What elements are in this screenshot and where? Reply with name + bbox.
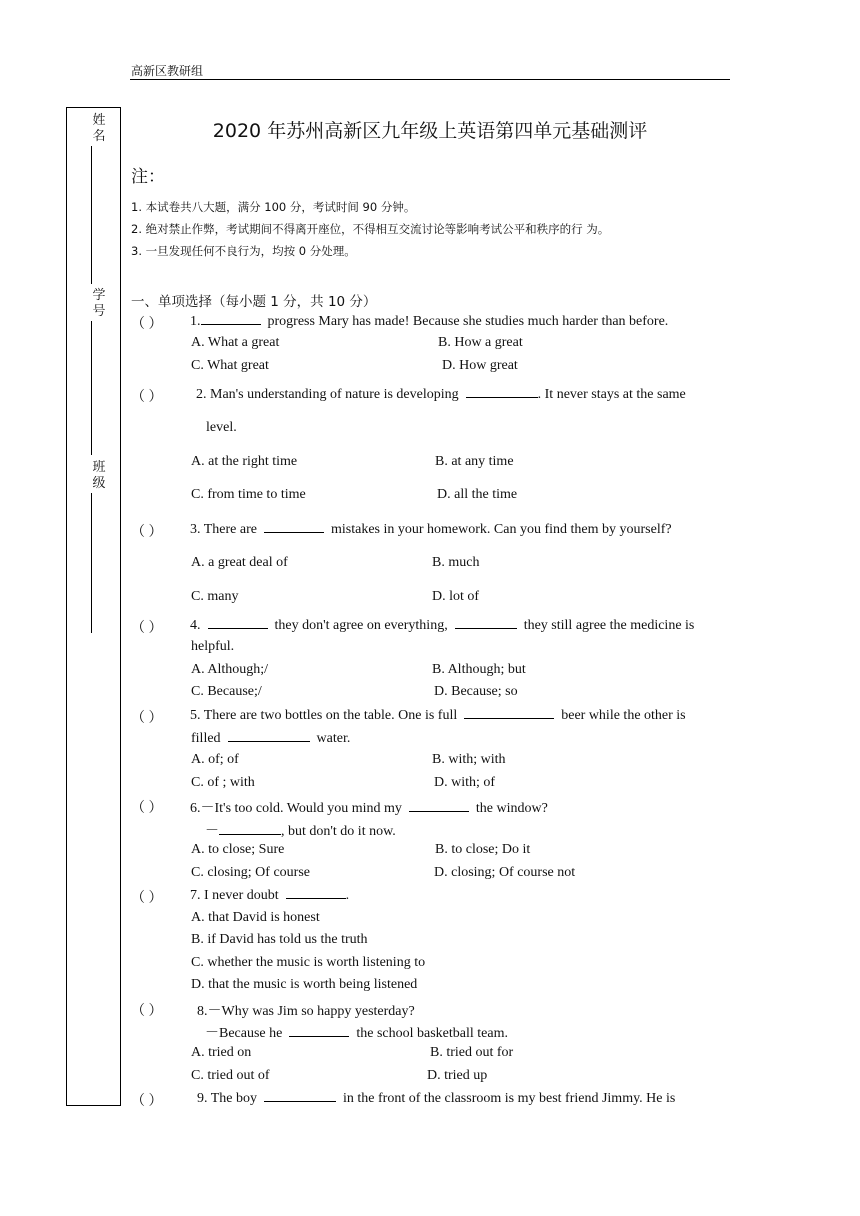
answer-paren[interactable]: （ ） [131, 801, 163, 816]
answer-blank [286, 887, 346, 899]
option-d: D. that the music is worth being listened [191, 977, 418, 992]
question-text: －Because he [205, 1026, 283, 1041]
question-6 [190, 797, 548, 817]
notes-heading: 注： [131, 167, 165, 187]
option-d: D. closing; Of course not [434, 865, 576, 880]
question-text: － [205, 824, 219, 839]
question-8: 8.－Why was Jim so happy yesterday? [197, 1004, 415, 1019]
answer-blank [289, 1025, 349, 1037]
question-text: mistakes in your homework. Can you find them by yourself? [330, 522, 672, 537]
question-text: they still agree the medicine is [523, 618, 695, 633]
option-b: B. at any time [435, 454, 514, 469]
answer-blank [409, 800, 469, 812]
answer-paren[interactable]: （ ） [131, 1094, 163, 1109]
option-a: A. Although;/ [191, 662, 269, 677]
answer-blank [208, 617, 268, 629]
question-text: 9. The boy [197, 1091, 258, 1106]
option-b: B. much [432, 555, 480, 570]
option-d: D. lot of [432, 589, 480, 604]
option-d: D. Because; so [434, 684, 518, 699]
option-b: B. to close; Do it [435, 842, 531, 857]
question-text: 7. I never doubt [190, 888, 279, 903]
answer-blank [264, 521, 324, 533]
answer-paren[interactable]: （ ） [131, 1004, 163, 1019]
option-a: A. a great deal of [191, 555, 288, 570]
answer-blank [464, 707, 554, 719]
option-c: C. from time to time [191, 487, 306, 502]
option-b: B. tried out for [430, 1045, 514, 1060]
option-a: A. that David is honest [191, 910, 320, 925]
option-c: C. closing; Of course [191, 865, 310, 880]
option-b: B. Although; but [432, 662, 526, 677]
note-item: 3. 一旦发现任何不良行为，均按 0 分处理。 [131, 244, 356, 258]
question-continuation: level. [206, 420, 237, 435]
option-d: D. tried up [427, 1068, 488, 1083]
name-field-line[interactable] [91, 146, 92, 284]
answer-paren[interactable]: （ ） [131, 525, 163, 540]
answer-paren[interactable]: （ ） [131, 891, 163, 906]
question-7 [190, 887, 349, 904]
question-text: 3. There are [190, 522, 257, 537]
question-text: 2. Man's understanding of nature is developing [196, 387, 459, 402]
class-field-line[interactable] [91, 493, 92, 633]
option-b: B. with; with [432, 752, 506, 767]
question-line-2 [205, 820, 396, 840]
option-c: C. whether the music is worth listening to [191, 955, 426, 970]
question-3 [190, 521, 672, 538]
question-text: progress Mary has made! Because she studies much harder than before. [267, 314, 669, 329]
question-continuation [191, 730, 350, 747]
question-9 [197, 1090, 675, 1107]
option-c: C. What great [191, 358, 269, 373]
option-a: A. to close; Sure [191, 842, 285, 857]
question-text: beer while the other is [561, 708, 686, 723]
student-id-field-line[interactable] [91, 321, 92, 455]
option-b: B. How a great [438, 335, 523, 350]
page-title: 2020 年苏州高新区九年级上英语第四单元基础测评 [212, 120, 648, 142]
answer-blank [228, 730, 310, 742]
question-5 [190, 707, 686, 724]
option-d: D. all the time [437, 487, 518, 502]
answer-paren[interactable]: （ ） [131, 390, 163, 405]
question-text: . It never stays at the same [537, 387, 686, 402]
class-label: 班级 [92, 460, 106, 491]
question-text: , but don't do it now. [281, 824, 396, 839]
answer-paren[interactable]: （ ） [131, 621, 163, 636]
option-a: A. of; of [191, 752, 239, 767]
binding-strip [66, 107, 121, 1106]
question-1 [190, 313, 668, 330]
question-text: 4. [190, 618, 201, 633]
question-text: . [345, 888, 350, 903]
option-a: A. What a great [191, 335, 280, 350]
answer-blank [264, 1090, 336, 1102]
question-2 [196, 386, 686, 403]
binding-strip-bottom [66, 1105, 120, 1106]
header-rule [130, 79, 730, 80]
answer-paren[interactable]: （ ） [131, 317, 163, 332]
question-text: filled [191, 731, 221, 746]
option-c: C. Because;/ [191, 684, 262, 699]
answer-paren[interactable]: （ ） [131, 711, 163, 726]
header-org: 高新区教研组 [131, 64, 204, 78]
question-text: they don't agree on everything, [274, 618, 448, 633]
question-text: the school basketball team. [356, 1026, 508, 1041]
question-text: water. [316, 731, 351, 746]
question-line-2 [205, 1022, 508, 1042]
question-4 [190, 617, 694, 634]
option-c: C. tried out of [191, 1068, 270, 1083]
option-d: D. with; of [434, 775, 496, 790]
question-text: 5. There are two bottles on the table. One is full [190, 708, 458, 723]
option-c: C. of ; with [191, 775, 255, 790]
question-text: 1. [190, 314, 201, 329]
question-text: 6.－It's too cold. Would you mind my [190, 801, 402, 816]
option-c: C. many [191, 589, 239, 604]
answer-blank [455, 617, 517, 629]
answer-blank [466, 386, 538, 398]
question-text: the window? [475, 801, 548, 816]
note-item: 1. 本试卷共八大题，满分 100 分，考试时间 90 分钟。 [131, 200, 416, 214]
question-continuation: helpful. [191, 639, 235, 654]
section-heading: 一、单项选择（每小题 1 分，共 10 分） [131, 294, 377, 310]
answer-blank [219, 823, 281, 835]
option-b: B. if David has told us the truth [191, 932, 368, 947]
answer-blank [201, 313, 261, 325]
option-a: A. tried on [191, 1045, 252, 1060]
student-id-label: 学号 [92, 288, 106, 319]
option-d: D. How great [442, 358, 518, 373]
question-text: in the front of the classroom is my best friend Jimmy. He is [343, 1091, 676, 1106]
option-a: A. at the right time [191, 454, 298, 469]
note-item: 2. 绝对禁止作弊，考试期间不得离开座位，不得相互交流讨论等影响考试公平和秩序的行 为。 [131, 222, 610, 236]
name-label: 姓名 [92, 113, 106, 144]
